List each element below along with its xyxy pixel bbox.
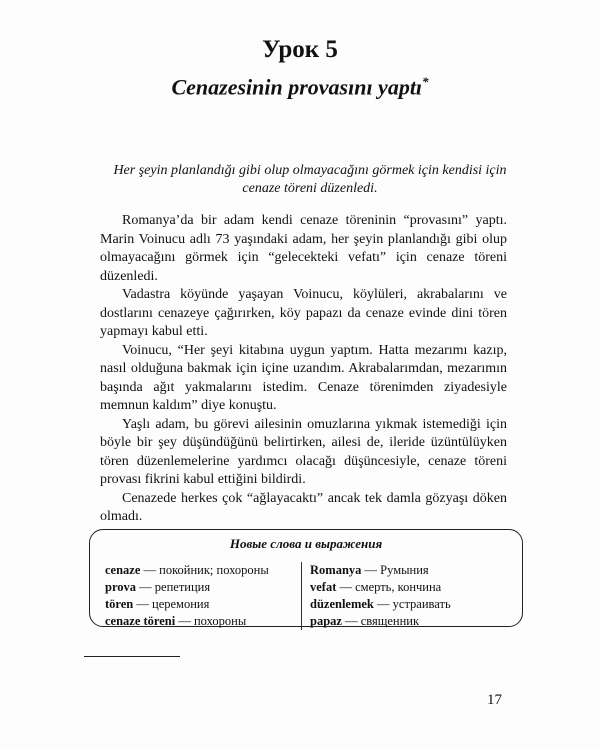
vocabulary-term: düzenlemek bbox=[310, 597, 374, 611]
page-title-text: Cenazesinin provasını yaptı bbox=[171, 74, 423, 100]
page-number: 17 bbox=[487, 692, 502, 708]
vocabulary-entry bbox=[310, 579, 520, 596]
vocabulary-column-left bbox=[105, 562, 305, 630]
vocabulary-box bbox=[89, 529, 523, 627]
vocabulary-meaning: — репетиция bbox=[136, 580, 211, 594]
footnote-divider bbox=[84, 656, 180, 657]
vocabulary-entry bbox=[105, 613, 305, 630]
vocabulary-meaning: — покойник; похороны bbox=[140, 563, 269, 577]
lesson-title: Урок 5 bbox=[262, 36, 338, 63]
vocabulary-term: vefat bbox=[310, 580, 337, 594]
vocabulary-meaning: — смерть, кончина bbox=[336, 580, 442, 594]
vocabulary-entry bbox=[310, 596, 520, 613]
vocabulary-term: tören bbox=[105, 597, 134, 611]
vocabulary-meaning: — священник bbox=[341, 614, 420, 628]
subtitle: Her şeyin planlandığı gibi olup olmayacağını görmek için kendisi için cenaze töreni düzenledi. bbox=[113, 163, 507, 196]
vocabulary-term: papaz bbox=[310, 614, 342, 628]
vocabulary-entry bbox=[310, 613, 520, 630]
vocabulary-term: cenaze töreni bbox=[105, 614, 176, 628]
vocabulary-meaning: — похороны bbox=[175, 614, 247, 628]
vocabulary-entry bbox=[310, 562, 520, 579]
vocabulary-term: prova bbox=[105, 580, 137, 594]
page-title bbox=[0, 74, 600, 100]
vocabulary-entry bbox=[105, 596, 305, 613]
vocabulary-meaning: — устраивать bbox=[373, 597, 451, 611]
paragraph: Cenazede herkes çok “ağlayacaktı” ancak tek damla gözyaşı döken olmadı. bbox=[100, 490, 507, 524]
vocabulary-term: cenaze bbox=[105, 563, 141, 577]
paragraph: Romanya’da bir adam kendi cenaze töreninin “provasını” yaptı. Marin Voinucu adlı 73 yaşındaki adam, her şeyin planlandığı gibi olup olmayacağını görmek için “gelecekteki vefatı” için cenaze töreni düzenledi. bbox=[100, 213, 507, 284]
vocabulary-meaning: — Румыния bbox=[361, 563, 429, 577]
paragraph: Yaşlı adam, bu görevi ailesinin omuzlarına yıkmak istemediği için böyle bir şey düşündüğünü belirtirken, ailesi de, ileride üzüntülüyken tören düzenlemelerine yardımcı olacağı düşüncesiyle, cenaze töreni provası fikrini kabul ettiğini bildirdi. bbox=[100, 416, 507, 487]
vocabulary-term: Romanya bbox=[310, 563, 362, 577]
paragraph: Vadastra köyünde yaşayan Voinucu, köylüleri, akrabalarını ve dostlarını cenazeye çağırırken, köy papazı da cenaze evinde dini tören yapmayı kabul etti. bbox=[100, 287, 507, 339]
vocabulary-meaning: — церемония bbox=[133, 597, 210, 611]
vocabulary-title: Новые слова и выражения bbox=[229, 536, 383, 551]
footnote-mark: * bbox=[422, 74, 429, 89]
vocabulary-entry bbox=[105, 562, 305, 579]
vocabulary-entry bbox=[105, 579, 305, 596]
article-body bbox=[100, 212, 507, 527]
paragraph: Voinucu, “Her şeyi kitabına uygun yaptım. Hatta mezarımı kazıp, nasıl olduğuna bakmak için içine uzandım. Akrabalarımdan, mezarımın başında ağıt yakmalarını istedim. Cenaze törenimden ziyadesiyle memnun kaldım” diye konuştu. bbox=[100, 342, 507, 413]
vocabulary-column-right bbox=[301, 562, 520, 630]
